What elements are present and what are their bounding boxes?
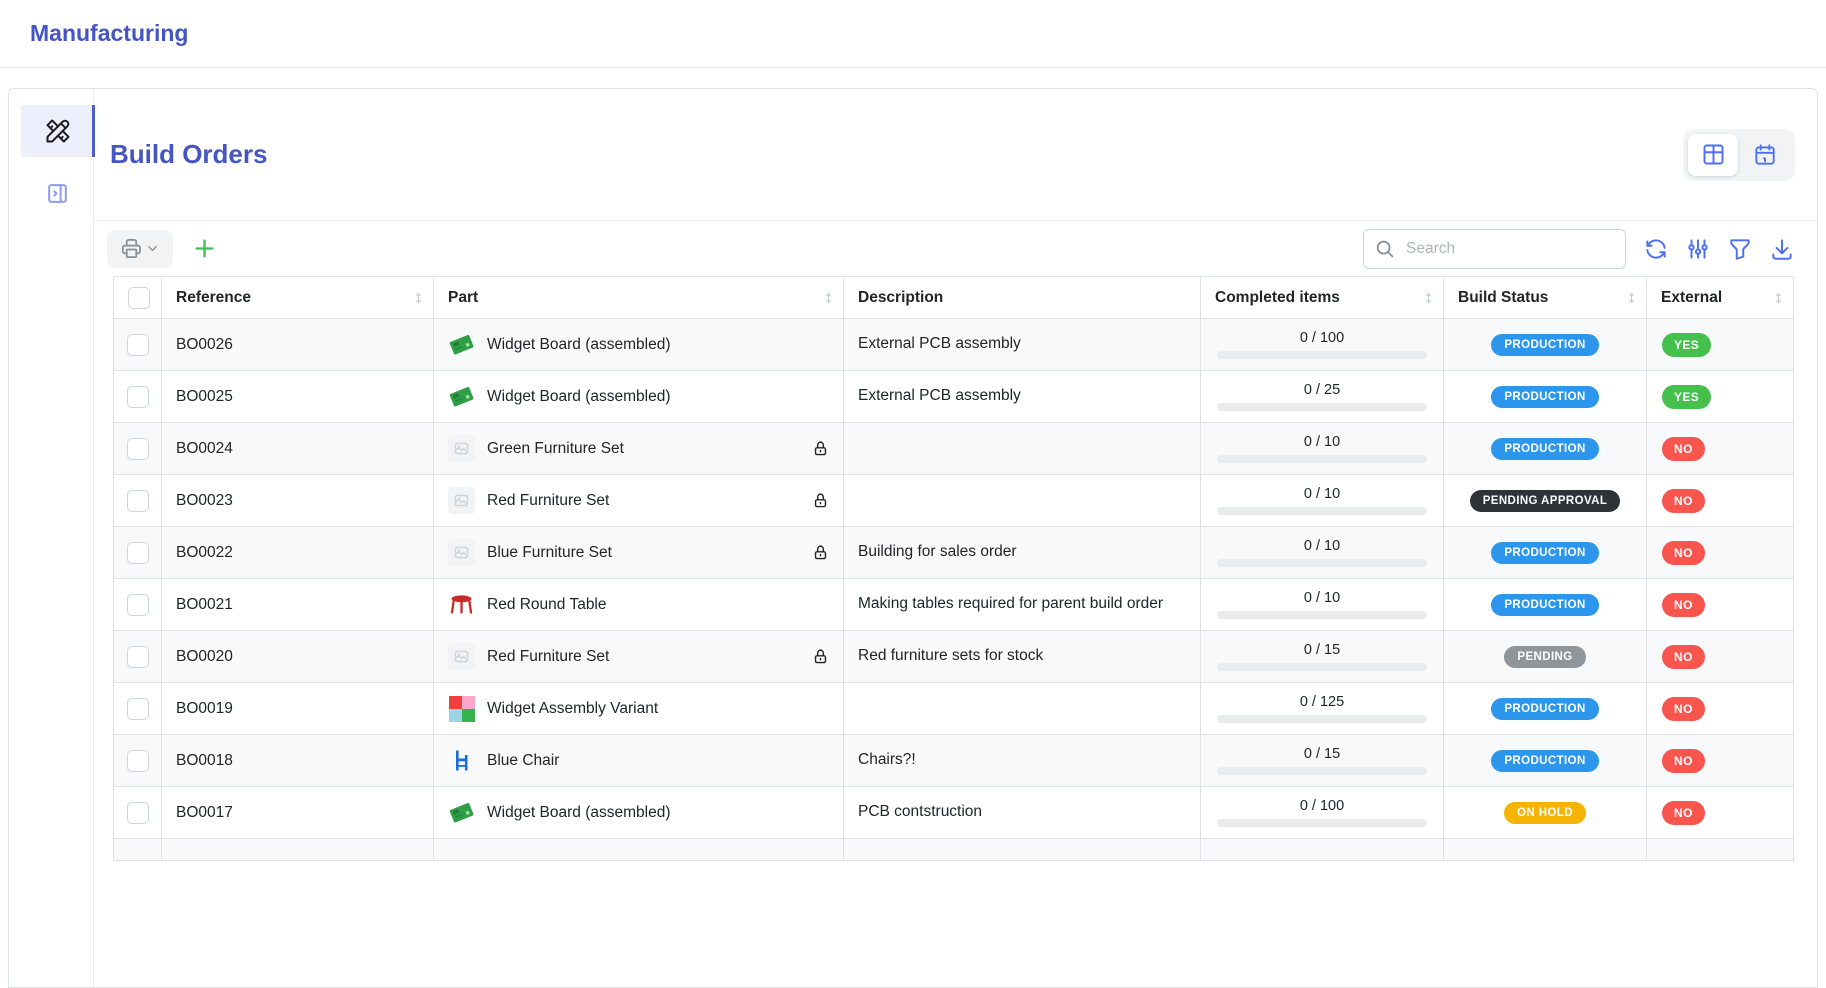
calendar-view-button[interactable] (1740, 134, 1790, 176)
table-toolbar (94, 221, 1817, 276)
table-header-row (114, 277, 1794, 319)
page-title: Build Orders (110, 139, 268, 169)
external-badge: NO (1662, 489, 1705, 513)
completed-count: 0 / 10 (1303, 434, 1341, 450)
build-status-cell (1444, 319, 1647, 371)
column-settings-button[interactable] (1685, 236, 1711, 262)
part-name: Widget Board (assembled) (487, 387, 671, 405)
sort-icon (1624, 290, 1639, 305)
build-status-badge: PRODUCTION (1491, 438, 1598, 460)
part-cell (434, 579, 844, 631)
build-status-cell (1444, 527, 1647, 579)
description-cell: PCB contstruction (844, 787, 1201, 839)
sort-icon (411, 290, 426, 305)
part-cell (434, 371, 844, 423)
row-checkbox[interactable] (127, 698, 149, 720)
description-cell: External PCB assembly (844, 371, 1201, 423)
progress-bar (1217, 611, 1427, 619)
view-toggle (1683, 129, 1795, 181)
quad-swatch-icon (448, 695, 475, 722)
build-status-badge: PRODUCTION (1491, 542, 1598, 564)
progress-bar (1217, 767, 1427, 775)
row-checkbox[interactable] (127, 386, 149, 408)
side-tab-bar (9, 89, 94, 987)
part-name: Blue Chair (487, 751, 560, 769)
completed-count: 0 / 15 (1303, 746, 1341, 762)
reference-cell (162, 735, 434, 787)
build-status-cell (1444, 371, 1647, 423)
build-status-badge: PRODUCTION (1491, 698, 1598, 720)
reference-cell (162, 423, 434, 475)
build-order-row[interactable] (114, 579, 1794, 631)
completed-items-cell (1201, 683, 1444, 735)
blue-chair-icon (448, 747, 475, 774)
progress-bar (1217, 715, 1427, 723)
part-name: Red Furniture Set (487, 647, 610, 665)
filter-icon (1727, 236, 1753, 262)
build-status-badge: PRODUCTION (1491, 386, 1598, 408)
reference-value: BO0020 (176, 647, 233, 665)
completed-items-cell (1201, 787, 1444, 839)
add-build-order-button[interactable] (191, 235, 218, 262)
tools-icon (44, 117, 72, 145)
completed-items-cell (1201, 631, 1444, 683)
select-all-checkbox[interactable] (128, 287, 150, 309)
external-cell (1647, 683, 1794, 735)
external-cell (1647, 579, 1794, 631)
part-name: Widget Board (assembled) (487, 803, 671, 821)
build-status-badge: PENDING APPROVAL (1470, 490, 1621, 512)
external-cell (1647, 475, 1794, 527)
part-name: Widget Board (assembled) (487, 335, 671, 353)
build-orders-table-body (114, 319, 1794, 861)
row-checkbox[interactable] (127, 750, 149, 772)
lock-icon (812, 492, 829, 509)
part-name: Widget Assembly Variant (487, 699, 659, 717)
build-status-cell (1444, 423, 1647, 475)
part-cell (434, 475, 844, 527)
part-name: Green Furniture Set (487, 439, 624, 457)
external-badge: YES (1662, 385, 1711, 409)
completed-count: 0 / 10 (1303, 486, 1341, 502)
content-area (94, 89, 1817, 987)
search-box (1363, 229, 1626, 269)
download-icon (1769, 236, 1795, 262)
build-status-cell (1444, 475, 1647, 527)
external-cell (1647, 423, 1794, 475)
column-header-description: Description (844, 277, 1201, 319)
print-actions-button[interactable] (107, 230, 173, 268)
build-status-badge: ON HOLD (1504, 802, 1586, 824)
row-checkbox[interactable] (127, 334, 149, 356)
image-placeholder-icon (448, 487, 475, 514)
red-table-icon (448, 591, 475, 618)
column-header-completed-items[interactable]: Completed items (1201, 277, 1444, 319)
reference-value: BO0023 (176, 491, 233, 509)
row-checkbox[interactable] (127, 646, 149, 668)
completed-items-cell (1201, 371, 1444, 423)
download-button[interactable] (1769, 236, 1795, 262)
reference-cell (162, 527, 434, 579)
build-order-row[interactable] (114, 787, 1794, 839)
sidebar-collapse-toggle[interactable] (21, 167, 94, 219)
description-cell: Building for sales order (844, 527, 1201, 579)
progress-bar (1217, 663, 1427, 671)
external-cell (1647, 735, 1794, 787)
select-all-header (114, 277, 162, 319)
completed-count: 0 / 15 (1303, 642, 1341, 658)
part-cell (434, 683, 844, 735)
progress-bar (1217, 403, 1427, 411)
row-checkbox[interactable] (127, 594, 149, 616)
part-name: Blue Furniture Set (487, 543, 612, 561)
search-icon (1374, 238, 1396, 260)
completed-count: 0 / 25 (1303, 382, 1341, 398)
external-cell (1647, 787, 1794, 839)
reference-cell (162, 371, 434, 423)
build-order-row[interactable] (114, 371, 1794, 423)
part-cell (434, 631, 844, 683)
reference-value: BO0019 (176, 699, 233, 717)
build-status-cell (1444, 683, 1647, 735)
build-order-row[interactable] (114, 475, 1794, 527)
build-order-row[interactable] (114, 423, 1794, 475)
main-panel (8, 88, 1818, 988)
description-cell: Red furniture sets for stock (844, 631, 1201, 683)
part-cell (434, 527, 844, 579)
plus-icon (191, 235, 218, 262)
build-status-badge: PRODUCTION (1491, 750, 1598, 772)
column-header-external[interactable]: External (1647, 277, 1794, 319)
table-view-button[interactable] (1688, 134, 1738, 176)
build-status-cell (1444, 631, 1647, 683)
part-cell (434, 735, 844, 787)
build-orders-table (113, 276, 1793, 861)
reference-value: BO0021 (176, 595, 233, 613)
description-cell: Making tables required for parent build order (844, 579, 1201, 631)
external-cell (1647, 527, 1794, 579)
row-checkbox[interactable] (127, 542, 149, 564)
description-cell: Chairs?! (844, 735, 1201, 787)
image-placeholder-icon (448, 539, 475, 566)
build-order-row[interactable] (114, 319, 1794, 371)
external-badge: NO (1662, 645, 1705, 669)
build-order-row[interactable] (114, 683, 1794, 735)
external-cell (1647, 631, 1794, 683)
page-header (94, 89, 1817, 221)
pcb-thumbnail-icon (448, 799, 475, 826)
panel-right-icon (45, 181, 70, 206)
pcb-thumbnail-icon (448, 383, 475, 410)
external-badge: NO (1662, 593, 1705, 617)
pcb-thumbnail-icon (448, 331, 475, 358)
reference-cell (162, 579, 434, 631)
partial-row (114, 839, 1794, 861)
part-cell (434, 319, 844, 371)
external-badge: NO (1662, 801, 1705, 825)
completed-items-cell (1201, 423, 1444, 475)
completed-count: 0 / 125 (1299, 694, 1345, 710)
reference-cell (162, 787, 434, 839)
nav-manufacturing-title[interactable]: Manufacturing (30, 20, 189, 46)
description-cell (844, 475, 1201, 527)
top-navbar (0, 0, 1826, 68)
lock-icon (812, 544, 829, 561)
build-status-cell (1444, 735, 1647, 787)
sidebar-item-build-orders[interactable] (21, 105, 94, 157)
description-cell: External PCB assembly (844, 319, 1201, 371)
image-placeholder-icon (448, 643, 475, 670)
sliders-icon (1685, 236, 1711, 262)
reference-value: BO0022 (176, 543, 233, 561)
column-header-build-status[interactable]: Build Status (1444, 277, 1647, 319)
build-status-cell (1444, 579, 1647, 631)
completed-count: 0 / 10 (1303, 538, 1341, 554)
reference-value: BO0024 (176, 439, 233, 457)
sort-icon (1771, 290, 1786, 305)
printer-icon (120, 237, 143, 260)
sort-icon (1421, 290, 1436, 305)
external-badge: NO (1662, 749, 1705, 773)
reference-cell (162, 683, 434, 735)
calendar-view-icon (1752, 142, 1778, 168)
part-name: Red Round Table (487, 595, 607, 613)
progress-bar (1217, 819, 1427, 827)
build-status-badge: PENDING (1504, 646, 1585, 668)
reference-value: BO0025 (176, 387, 233, 405)
completed-items-cell (1201, 475, 1444, 527)
reference-value: BO0018 (176, 751, 233, 769)
reference-value: BO0026 (176, 335, 233, 353)
progress-bar (1217, 507, 1427, 515)
description-cell (844, 423, 1201, 475)
build-status-badge: PRODUCTION (1491, 594, 1598, 616)
progress-bar (1217, 455, 1427, 463)
refresh-button[interactable] (1643, 236, 1669, 262)
completed-items-cell (1201, 319, 1444, 371)
completed-count: 0 / 100 (1299, 330, 1345, 346)
table-view-icon (1700, 141, 1727, 168)
sort-icon (821, 290, 836, 305)
reference-cell (162, 319, 434, 371)
refresh-icon (1643, 236, 1669, 262)
external-badge: NO (1662, 697, 1705, 721)
row-checkbox[interactable] (127, 802, 149, 824)
build-order-row[interactable] (114, 631, 1794, 683)
column-header-reference[interactable]: Reference (162, 277, 434, 319)
column-header-part[interactable]: Part (434, 277, 844, 319)
completed-items-cell (1201, 579, 1444, 631)
part-cell (434, 423, 844, 475)
part-name: Red Furniture Set (487, 491, 610, 509)
completed-items-cell (1201, 527, 1444, 579)
progress-bar (1217, 351, 1427, 359)
image-placeholder-icon (448, 435, 475, 462)
external-cell (1647, 371, 1794, 423)
build-status-badge: PRODUCTION (1491, 334, 1598, 356)
lock-icon (812, 648, 829, 665)
build-status-cell (1444, 787, 1647, 839)
reference-cell (162, 475, 434, 527)
external-badge: YES (1662, 333, 1711, 357)
external-cell (1647, 319, 1794, 371)
progress-bar (1217, 559, 1427, 567)
chevron-down-icon (145, 241, 160, 256)
filter-button[interactable] (1727, 236, 1753, 262)
completed-count: 0 / 10 (1303, 590, 1341, 606)
external-badge: NO (1662, 541, 1705, 565)
reference-value: BO0017 (176, 803, 233, 821)
completed-items-cell (1201, 735, 1444, 787)
part-cell (434, 787, 844, 839)
completed-count: 0 / 100 (1299, 798, 1345, 814)
row-checkbox[interactable] (127, 490, 149, 512)
row-checkbox[interactable] (127, 438, 149, 460)
search-input[interactable] (1363, 229, 1626, 269)
build-order-row[interactable] (114, 735, 1794, 787)
build-order-row[interactable] (114, 527, 1794, 579)
description-cell (844, 683, 1201, 735)
lock-icon (812, 440, 829, 457)
external-badge: NO (1662, 437, 1705, 461)
reference-cell (162, 631, 434, 683)
